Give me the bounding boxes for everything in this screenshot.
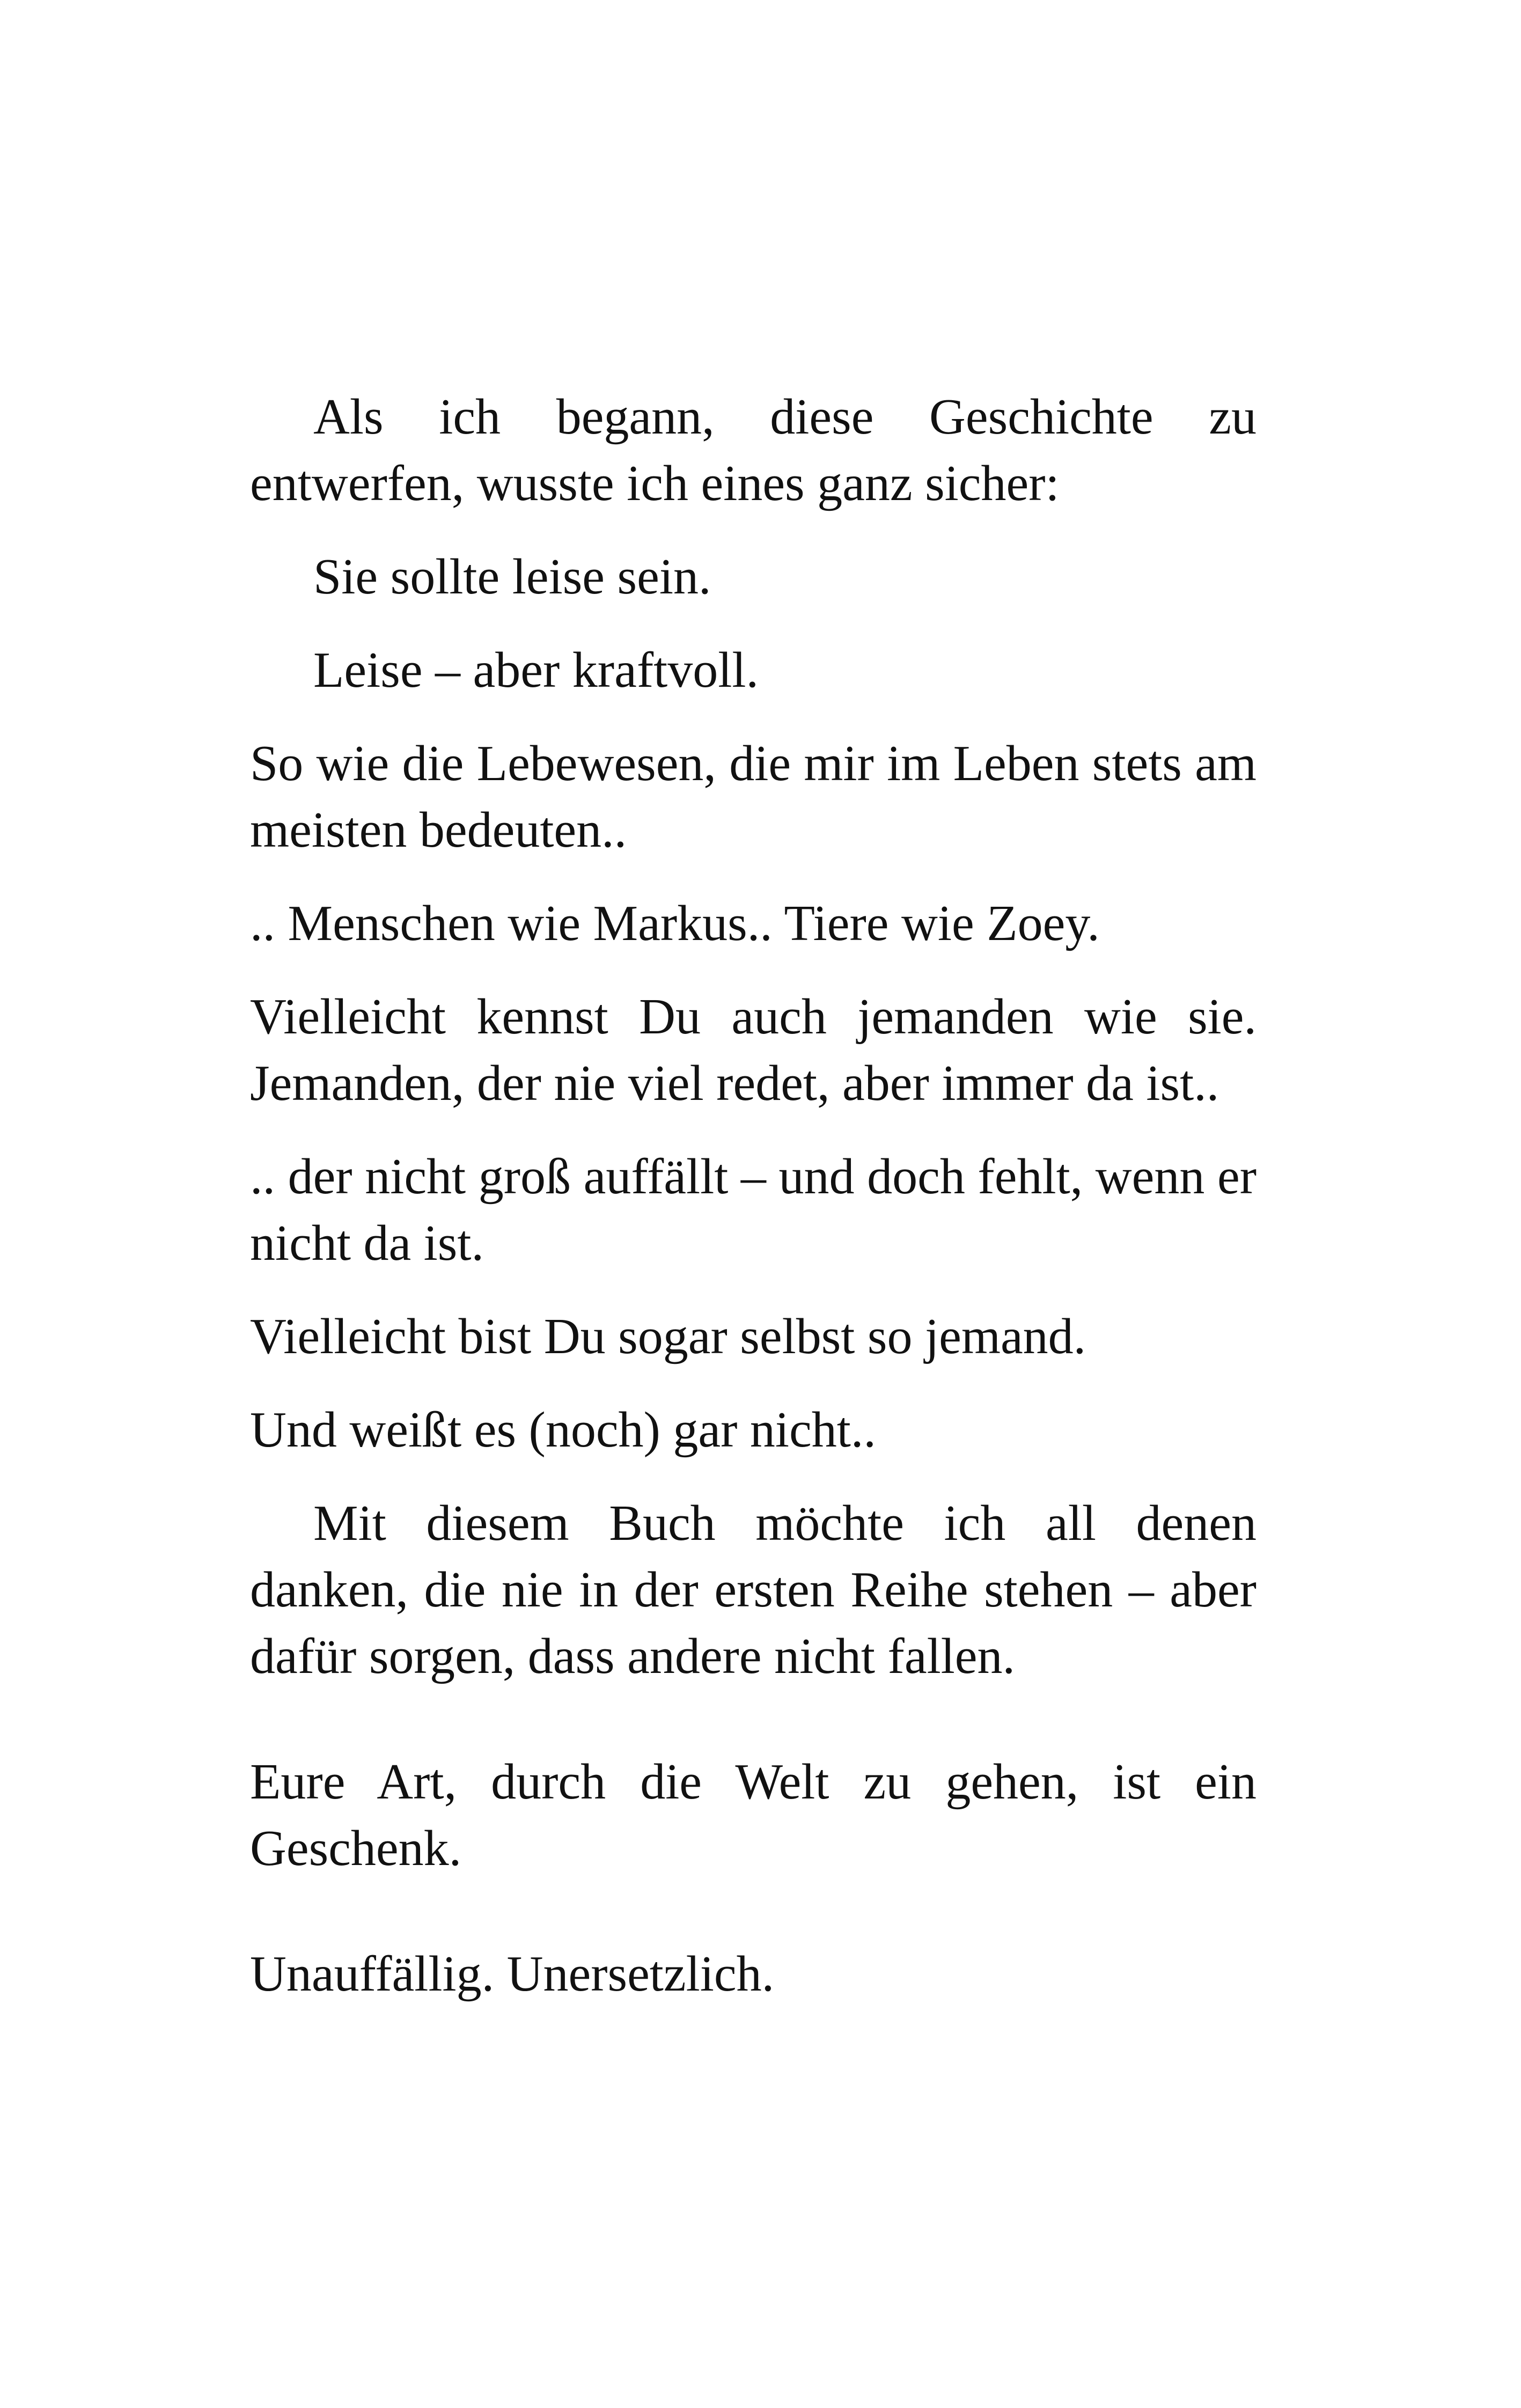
paragraph-gift: Eure Art, durch die Welt zu gehen, ist ein Geschenk. bbox=[250, 1754, 1257, 1876]
paragraph-not-yet: Und weißt es (noch) gar nicht.. bbox=[250, 1402, 876, 1458]
paragraph-closing: Unauffällig. Unersetzlich. bbox=[250, 1946, 775, 2002]
paragraph-markus-zoey: .. Menschen wie Markus.. Tiere wie Zoey. bbox=[250, 895, 1100, 951]
paragraph-someone: Vielleicht kennst Du auch jemanden wie sie. Jemanden, der nie viel redet, aber immer da ist.. bbox=[250, 989, 1257, 1111]
paragraph-quiet: Sie sollte leise sein. bbox=[313, 549, 711, 605]
paragraph-beings: So wie die Lebewesen, die mir im Leben stets am meisten bedeuten.. bbox=[250, 736, 1257, 858]
paragraph-yourself: Vielleicht bist Du sogar selbst so jemand. bbox=[250, 1309, 1086, 1364]
paragraph-missing: .. der nicht groß auffällt – und doch fehlt, wenn er nicht da ist. bbox=[250, 1149, 1257, 1271]
paragraph-intro: Als ich begann, diese Geschichte zu entwerfen, wusste ich eines ganz sicher: bbox=[250, 389, 1257, 511]
paragraph-quiet-powerful: Leise – aber kraftvoll. bbox=[313, 642, 759, 698]
dedication-text bbox=[250, 384, 1257, 2007]
paragraph-thanks: Mit diesem Buch möchte ich all denen danken, die nie in der ersten Reihe stehen – aber dafür sorgen, dass andere nicht fallen. bbox=[250, 1495, 1257, 1684]
